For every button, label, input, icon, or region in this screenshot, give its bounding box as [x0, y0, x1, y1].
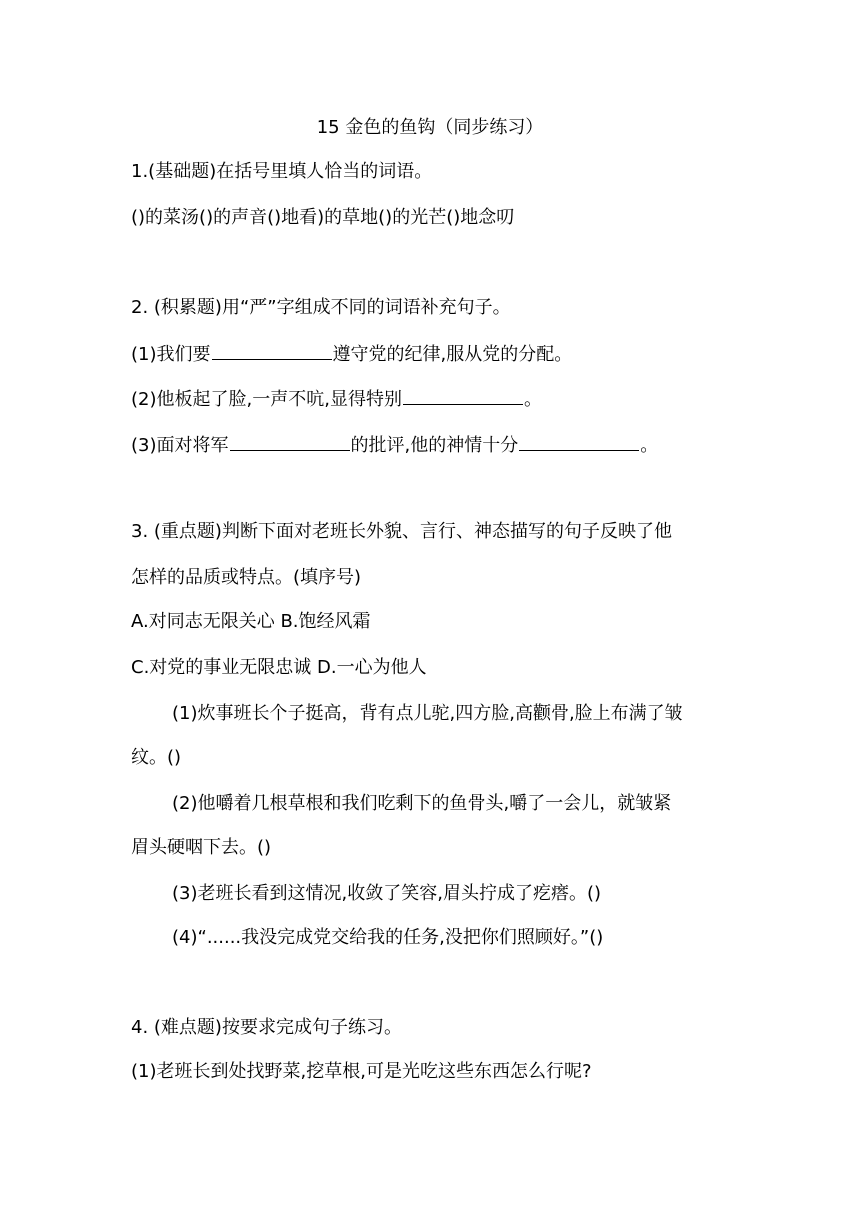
answer-blank[interactable] [403, 386, 523, 405]
q1-heading: 1.(基础题)在括号里填人恰当的词语。 [131, 161, 433, 182]
q1-items: ()的菜汤()的声音()地看)的草地()的光芒()地念叨 [131, 207, 515, 228]
q3-heading-line-1: 3. (重点题)判断下面对老班长外貌、言行、神态描写的句子反映了他 [131, 521, 672, 542]
q3-sentence-4: (4)“......我没完成党交给我的任务,没把你们照顾好。”() [172, 927, 604, 948]
answer-blank[interactable] [519, 432, 639, 451]
q2-s3-after: 。 [640, 435, 659, 456]
q3-sentence-1-line-2: 纹。() [131, 747, 182, 768]
q2-s1-after: 遵守党的纪律,服从党的分配。 [332, 344, 573, 365]
q3-sentence-3: (3)老班长看到这情况,收敛了笑容,眉头拧成了疙瘩。() [172, 883, 601, 904]
q3-sentence-1-line-1: (1)炊事班长个子挺高，背有点儿驼,四方脸,高颧骨,脸上布满了皱 [172, 703, 683, 724]
q4-heading: 4. (难点题)按要求完成句子练习。 [131, 1017, 402, 1038]
answer-blank[interactable] [212, 341, 332, 360]
q2-s2-before: (2)他板起了脸,一声不吭,显得特别 [131, 389, 402, 410]
q2-s1-before: (1)我们要 [131, 344, 211, 365]
q3-heading-line-2: 怎样的品质或特点。(填序号) [131, 567, 362, 588]
q2-s2-after: 。 [523, 389, 542, 410]
q2-sentence-3 [131, 432, 658, 458]
page-title: 15 金色的鱼钩（同步练习） [316, 117, 544, 138]
answer-blank[interactable] [230, 432, 350, 451]
q2-s3-mid: 的批评,他的神情十分 [350, 435, 519, 456]
q2-s3-before: (3)面对将军 [131, 435, 229, 456]
q3-options-line-1: A.对同志无限关心 B.饱经风霜 [131, 611, 371, 632]
q3-sentence-2-line-1: (2)他嚼着几根草根和我们吃剩下的鱼骨头,嚼了一会儿，就皱紧 [172, 793, 672, 814]
q4-sentence-1: (1)老班长到处找野菜,挖草根,可是光吃这些东西怎么行呢? [131, 1061, 592, 1082]
q3-sentence-2-line-2: 眉头硬咽下去。() [131, 837, 272, 858]
q2-sentence-2 [131, 386, 542, 412]
q2-heading: 2. (积累题)用“严”字组成不同的词语补充句子。 [131, 297, 511, 318]
q2-sentence-1 [131, 341, 572, 367]
q3-options-line-2: C.对党的事业无限忠诚 D.一心为他人 [131, 657, 427, 678]
